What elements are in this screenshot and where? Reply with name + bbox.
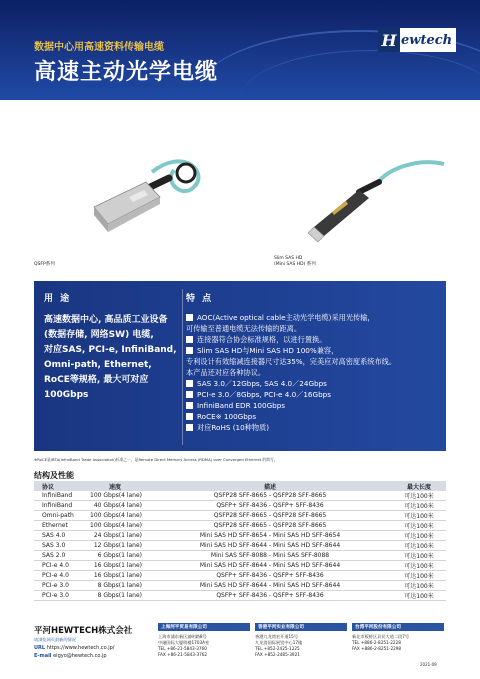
spec-header-row xyxy=(34,481,446,491)
table-row xyxy=(34,551,446,561)
logo-mark: H xyxy=(378,28,400,52)
cell-description: QSFP+ SFF-8436 - QSFP+ SFF-8436 xyxy=(148,501,392,511)
features-heading: 特 点 xyxy=(186,294,214,304)
cell-description: QSFP28 SFF-8665 - QSFP28 SFF-8665 xyxy=(148,521,392,531)
branch-office xyxy=(158,623,250,658)
branch-line: FAX +86-21-5843-3762 xyxy=(158,652,208,657)
cell-speed: 100 Gbps(4 lane) xyxy=(82,521,148,531)
bullet-square-icon xyxy=(186,391,193,398)
email-label: E-mail xyxy=(34,653,52,659)
table-row xyxy=(34,541,446,551)
page-subtitle: 数据中心用高速资料传输电缆 xyxy=(34,42,164,53)
cell-speed: 6 Gbps(1 lane) xyxy=(82,551,148,561)
spec-section-title: 结构及性能 xyxy=(34,471,74,480)
page-title: 高速主动光学电缆 xyxy=(34,60,219,85)
branch-details xyxy=(158,634,250,658)
col-header-max-length: 最大长度 xyxy=(392,481,446,491)
qsfp-cable-image xyxy=(34,152,214,252)
branch-details xyxy=(255,634,347,658)
cell-protocol: PCI-e 3.0 xyxy=(34,581,82,591)
cell-description: QSFP28 SFF-8665 - QSFP28 SFF-8665 xyxy=(148,511,392,521)
cell-description: QSFP28 SFF-8665 - QSFP28 SFF-8665 xyxy=(148,491,392,501)
branch-name: 上海河平贸易有限公司 xyxy=(158,623,250,631)
feature-subtext: 可传输至普通电缆无法传输的距离。 xyxy=(186,324,302,333)
cell-speed: 24 Gbps(1 lane) xyxy=(82,531,148,541)
website-link[interactable]: https://www.hewtech.co.jp/ xyxy=(46,645,115,651)
spec-table-body xyxy=(34,491,446,601)
cell-protocol: Omni-path xyxy=(34,511,82,521)
cell-max-length: 可达100米 xyxy=(392,501,446,511)
cell-protocol: InfiniBand xyxy=(34,501,82,511)
slim-sas-label xyxy=(274,256,316,268)
cell-protocol: InfiniBand xyxy=(34,491,82,501)
header-banner xyxy=(0,0,480,100)
feature-text: 对应RoHS (10种物质) xyxy=(197,423,270,432)
feature-text: PCI-e 3.0／8Gbps, PCI-e 4.0／16Gbps xyxy=(197,390,331,399)
table-row xyxy=(34,511,446,521)
feature-item xyxy=(186,401,436,411)
cell-speed: 16 Gbps(1 lane) xyxy=(82,571,148,581)
contact-info xyxy=(34,636,114,660)
branch-line: 中融国际大厦明楼1703A室 xyxy=(158,640,210,645)
usage-line: 对应SAS, PCI-e, InfiniBand, xyxy=(44,345,177,355)
cell-max-length: 可达100米 xyxy=(392,511,446,521)
table-row xyxy=(34,491,446,501)
branch-name: 台湾平河股份有限公司 xyxy=(352,623,444,631)
feature-text: RoCE※ 100Gbps xyxy=(197,412,257,421)
feature-text: SAS 3.0／12Gbps, SAS 4.0／24Gbps xyxy=(197,379,327,388)
cell-max-length: 可达100米 xyxy=(392,581,446,591)
feature-item xyxy=(186,346,436,356)
publication-date: 2021-09 xyxy=(420,662,437,667)
feature-item xyxy=(186,423,436,433)
cell-description: Mini SAS SFF-8088 - Mini SAS SFF-8088 xyxy=(148,551,392,561)
usage-line: RoCE等规格, 最大可对应 xyxy=(44,375,149,385)
feature-text: InfiniBand EDR 100Gbps xyxy=(197,401,286,410)
feature-item xyxy=(186,335,436,345)
cell-speed: 8 Gbps(1 lane) xyxy=(82,591,148,601)
branch-line: FAX +886-2-8251-2298 xyxy=(352,646,402,651)
feature-item xyxy=(186,313,436,323)
cell-max-length: 可达100米 xyxy=(392,531,446,541)
feature-list xyxy=(186,313,436,433)
spec-table xyxy=(34,481,446,601)
branch-line: TEL +852-2425-1225 xyxy=(255,646,300,651)
qsfp-label: QSFP系列 xyxy=(34,262,55,267)
cell-protocol: PCI-e 3.0 xyxy=(34,591,82,601)
branch-line: FAX +852-2485-3921 xyxy=(255,652,300,657)
usage-line: (数据存储, 网络SW) 电缆, xyxy=(44,330,154,340)
feature-item xyxy=(186,390,436,400)
bullet-square-icon xyxy=(186,380,193,387)
cell-description: Mini SAS HD SFF-8654 - Mini SAS HD SFF-8654 xyxy=(148,531,392,541)
cell-max-length: 可达100米 xyxy=(392,591,446,601)
branch-line: TEL +86-21-5843-3760 xyxy=(158,646,207,651)
roce-footnote: ※RoCE是IBTA(InfiniBand Trade Association)标准之一，是Remote Direct Memory Access (RDMA) over Converged Ethernet 的简写。 xyxy=(34,457,278,462)
features-section xyxy=(186,291,436,434)
cell-protocol: PCI-e 4.0 xyxy=(34,561,82,571)
table-row xyxy=(34,521,446,531)
slim-sas-label-line1: Slim SAS HD xyxy=(274,256,303,261)
branch-details xyxy=(352,634,444,652)
table-row xyxy=(34,591,446,601)
cell-protocol: SAS 2.0 xyxy=(34,551,82,561)
cell-max-length: 可达100米 xyxy=(392,561,446,571)
cell-description: QSFP+ SFF-8436 - QSFP+ SFF-8436 xyxy=(148,591,392,601)
feature-item xyxy=(186,379,436,389)
table-row xyxy=(34,581,446,591)
col-header-speed: 速度 xyxy=(82,481,148,491)
panel-divider xyxy=(182,289,183,445)
cell-speed: 12 Gbps(1 lane) xyxy=(82,541,148,551)
contact-note: 请浏览网页最新的情况 xyxy=(34,637,76,642)
slim-sas-label-line2: (Mini SAS HD) 系列 xyxy=(274,262,316,267)
usage-line: 高速数据中心, 高品质工业设备 xyxy=(44,315,168,325)
cell-description: Mini SAS HD SFF-8644 - Mini SAS HD SFF-8644 xyxy=(148,541,392,551)
cell-protocol: PCI-e 4.0 xyxy=(34,571,82,581)
hewtech-logo xyxy=(378,28,456,52)
cell-max-length: 可达100米 xyxy=(392,541,446,551)
branch-line: 上海市浦东新区浦明路8号 xyxy=(158,634,207,639)
cell-speed: 16 Gbps(1 lane) xyxy=(82,561,148,571)
usage-text xyxy=(44,313,179,403)
cell-speed: 100 Gbps(4 lane) xyxy=(82,511,148,521)
logo-text: ewtech xyxy=(401,32,453,48)
info-panel xyxy=(34,281,446,451)
branch-line: 新北市板桥区县民大道二段7号 xyxy=(352,634,410,639)
bullet-square-icon xyxy=(186,336,193,343)
slim-sas-cable-image xyxy=(274,152,454,252)
cell-max-length: 可达100米 xyxy=(392,521,446,531)
bullet-square-icon xyxy=(186,424,193,431)
cell-speed: 40 Gbps(4 lane) xyxy=(82,501,148,511)
feature-text: 连接器符合协会标准规格，以进行置换。 xyxy=(197,335,327,344)
cell-max-length: 可达100米 xyxy=(392,491,446,501)
cell-max-length: 可达100米 xyxy=(392,551,446,561)
usage-line: 100Gbps xyxy=(44,390,89,400)
feature-subtext: 本产品还对应各种协议。 xyxy=(186,368,266,377)
cell-protocol: SAS 3.0 xyxy=(34,541,82,551)
usage-section xyxy=(44,291,179,403)
usage-heading: 用 途 xyxy=(44,294,72,304)
cell-speed: 100 Gbps(4 lane) xyxy=(82,491,148,501)
cell-description: Mini SAS HD SFF-8644 - Mini SAS HD SFF-8644 xyxy=(148,561,392,571)
bullet-square-icon xyxy=(186,347,193,354)
branch-name: 香港平河实业有限公司 xyxy=(255,623,347,631)
cell-protocol: Ethernet xyxy=(34,521,82,531)
feature-text: AOC(Active optical cable主动光学电缆)采用光传输， xyxy=(197,313,375,322)
usage-line: Omni-path, Ethernet, xyxy=(44,360,152,370)
bullet-square-icon xyxy=(186,314,193,321)
branch-line: TEL +886-2-8251-2228 xyxy=(352,640,401,645)
feature-subtext: 专利设计有效缩减连接器尺寸达35%，完美应对高密度系统布线。 xyxy=(186,357,397,366)
bullet-square-icon xyxy=(186,402,193,409)
feature-item xyxy=(186,412,436,422)
table-row xyxy=(34,561,446,571)
branch-line: 九龙湾国际展贸中心17楼 xyxy=(255,640,303,645)
feature-text: Slim SAS HD与Mini SAS HD 100%兼容， xyxy=(197,346,339,355)
email-link[interactable]: eigyo@hewtech.co.jp xyxy=(53,653,107,659)
cell-protocol: SAS 4.0 xyxy=(34,531,82,541)
table-row xyxy=(34,501,446,511)
table-row xyxy=(34,571,446,581)
product-photos xyxy=(34,152,446,267)
company-name: 平河HEWTECH株式会社 xyxy=(34,626,133,636)
url-label: URL xyxy=(34,645,46,651)
cell-max-length: 可达100米 xyxy=(392,571,446,581)
branch-office xyxy=(352,623,444,652)
branch-office xyxy=(255,623,347,658)
table-row xyxy=(34,531,446,541)
branch-line: 香港九龙湾宏开道15号 xyxy=(255,634,299,639)
col-header-protocol: 协议 xyxy=(34,481,82,491)
cell-speed: 8 Gbps(1 lane) xyxy=(82,581,148,591)
cell-description: Mini SAS HD SFF-8644 - Mini SAS HD SFF-8644 xyxy=(148,581,392,591)
bullet-square-icon xyxy=(186,413,193,420)
cell-description: QSFP+ SFF-8436 - QSFP+ SFF-8436 xyxy=(148,571,392,581)
col-header-description: 描述 xyxy=(148,481,392,491)
